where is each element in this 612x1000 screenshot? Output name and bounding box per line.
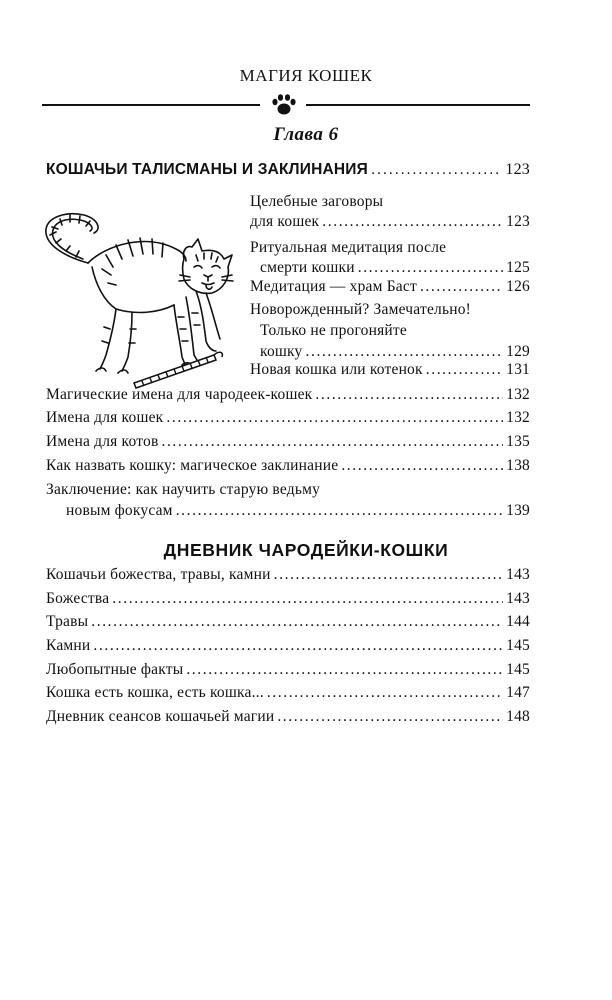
toc-entry-healing[interactable] [250,192,530,232]
chapter-label: Глава 6 [273,124,339,145]
page-number: 143 [506,566,530,583]
toc-entry-curious-facts[interactable] [46,660,530,680]
chapter-title: КОШАЧЬИ ТАЛИСМАНЫ И ЗАКЛИНАНИЯ [46,161,368,178]
entry-title: Камни [46,637,91,654]
toc-entry-cat-is-cat[interactable] [46,683,530,703]
page-number: 132 [506,386,530,403]
leader-dots [371,160,502,180]
entry-title: Божества [46,590,110,607]
running-title: МАГИЯ КОШЕК [239,66,373,85]
leader-dots [358,258,503,278]
entry-title: Имена для кошек [46,409,164,426]
entry-title: Как назвать кошку: магическое заклинание [46,457,339,474]
paw-print-icon [270,93,298,117]
toc-entry-deities-herbs-stones[interactable] [46,565,530,585]
toc-entry-conclusion[interactable] [46,480,530,521]
leader-dots [277,707,503,727]
leader-dots [426,360,503,380]
page-number: 147 [506,684,530,701]
entry-title: Магические имена для чародеек-кошек [46,386,313,403]
header-rule-left [42,104,260,106]
diary-heading: ДНЕВНИК ЧАРОДЕЙКИ-КОШКИ [163,540,449,560]
entry-title: Любопытные факты [46,661,184,678]
leader-dots [315,385,503,405]
entry-title-line: Ритуальная медитация после [250,239,447,256]
toc-entry-magic-names[interactable] [46,385,530,405]
leader-dots [112,589,503,609]
leader-dots [161,432,503,452]
leader-dots [341,456,503,476]
entry-title: Травы [46,613,89,630]
entry-title-line: Заключение: как научить старую ведьму [46,481,321,498]
page-number: 144 [506,613,530,630]
page-number: 145 [506,637,530,654]
leader-dots [93,636,503,656]
page-number: 123 [505,161,530,178]
entry-title-line: смерти кошки [260,259,355,276]
page-number: 125 [506,259,530,276]
toc-entry-newborn[interactable] [250,300,530,362]
leader-dots [306,342,504,362]
page-number: 135 [506,433,530,450]
toc-entry-deities[interactable] [46,589,530,609]
toc-entry-female-names[interactable] [46,408,530,428]
leader-dots [176,501,503,521]
entry-title: Имена для котов [46,433,159,450]
cat-illustration [36,205,236,390]
toc-entry-bast-meditation[interactable] [250,277,530,297]
entry-title: Медитация — храм Баст [250,278,417,295]
page-number: 145 [506,661,530,678]
entry-title: Новая кошка или котенок [250,361,423,378]
leader-dots [267,683,503,703]
page-number: 123 [506,213,530,230]
leader-dots [91,612,503,632]
leader-dots [186,660,503,680]
page-number: 139 [506,502,530,519]
toc-entry-ritual-meditation[interactable] [250,238,530,278]
entry-title-line: новым фокусам [66,502,173,519]
entry-title: Дневник сеансов кошачьей магии [46,708,275,725]
toc-entry-naming-spell[interactable] [46,456,530,476]
toc-entry-male-names[interactable] [46,432,530,452]
leader-dots [420,277,503,297]
page-number: 132 [506,409,530,426]
page-number: 129 [506,343,530,360]
leader-dots [322,212,503,232]
page-number: 138 [506,457,530,474]
entry-title-line: кошку [260,343,303,360]
page-number: 143 [506,590,530,607]
entry-title: Кошка есть кошка, есть кошка... [46,684,264,701]
entry-title-line: Целебные заговоры [250,193,384,210]
page-number: 148 [506,708,530,725]
leader-dots [274,565,504,585]
page-number: 126 [506,278,530,295]
leader-dots [166,408,503,428]
toc-entry-herbs[interactable] [46,612,530,632]
toc-entry-stones[interactable] [46,636,530,656]
entry-title-line: для кошек [250,213,320,230]
header-rule-right [306,104,530,106]
entry-title-line: Только не прогоняйте [260,322,407,339]
page-number: 131 [506,361,530,378]
toc-entry-session-diary[interactable] [46,707,530,727]
toc-entry-new-cat[interactable] [250,360,530,380]
chapter-title-entry[interactable] [46,160,530,180]
entry-title-line: Новорожденный? Замечательно! [250,301,472,318]
entry-title: Кошачьи божества, травы, камни [46,566,271,583]
